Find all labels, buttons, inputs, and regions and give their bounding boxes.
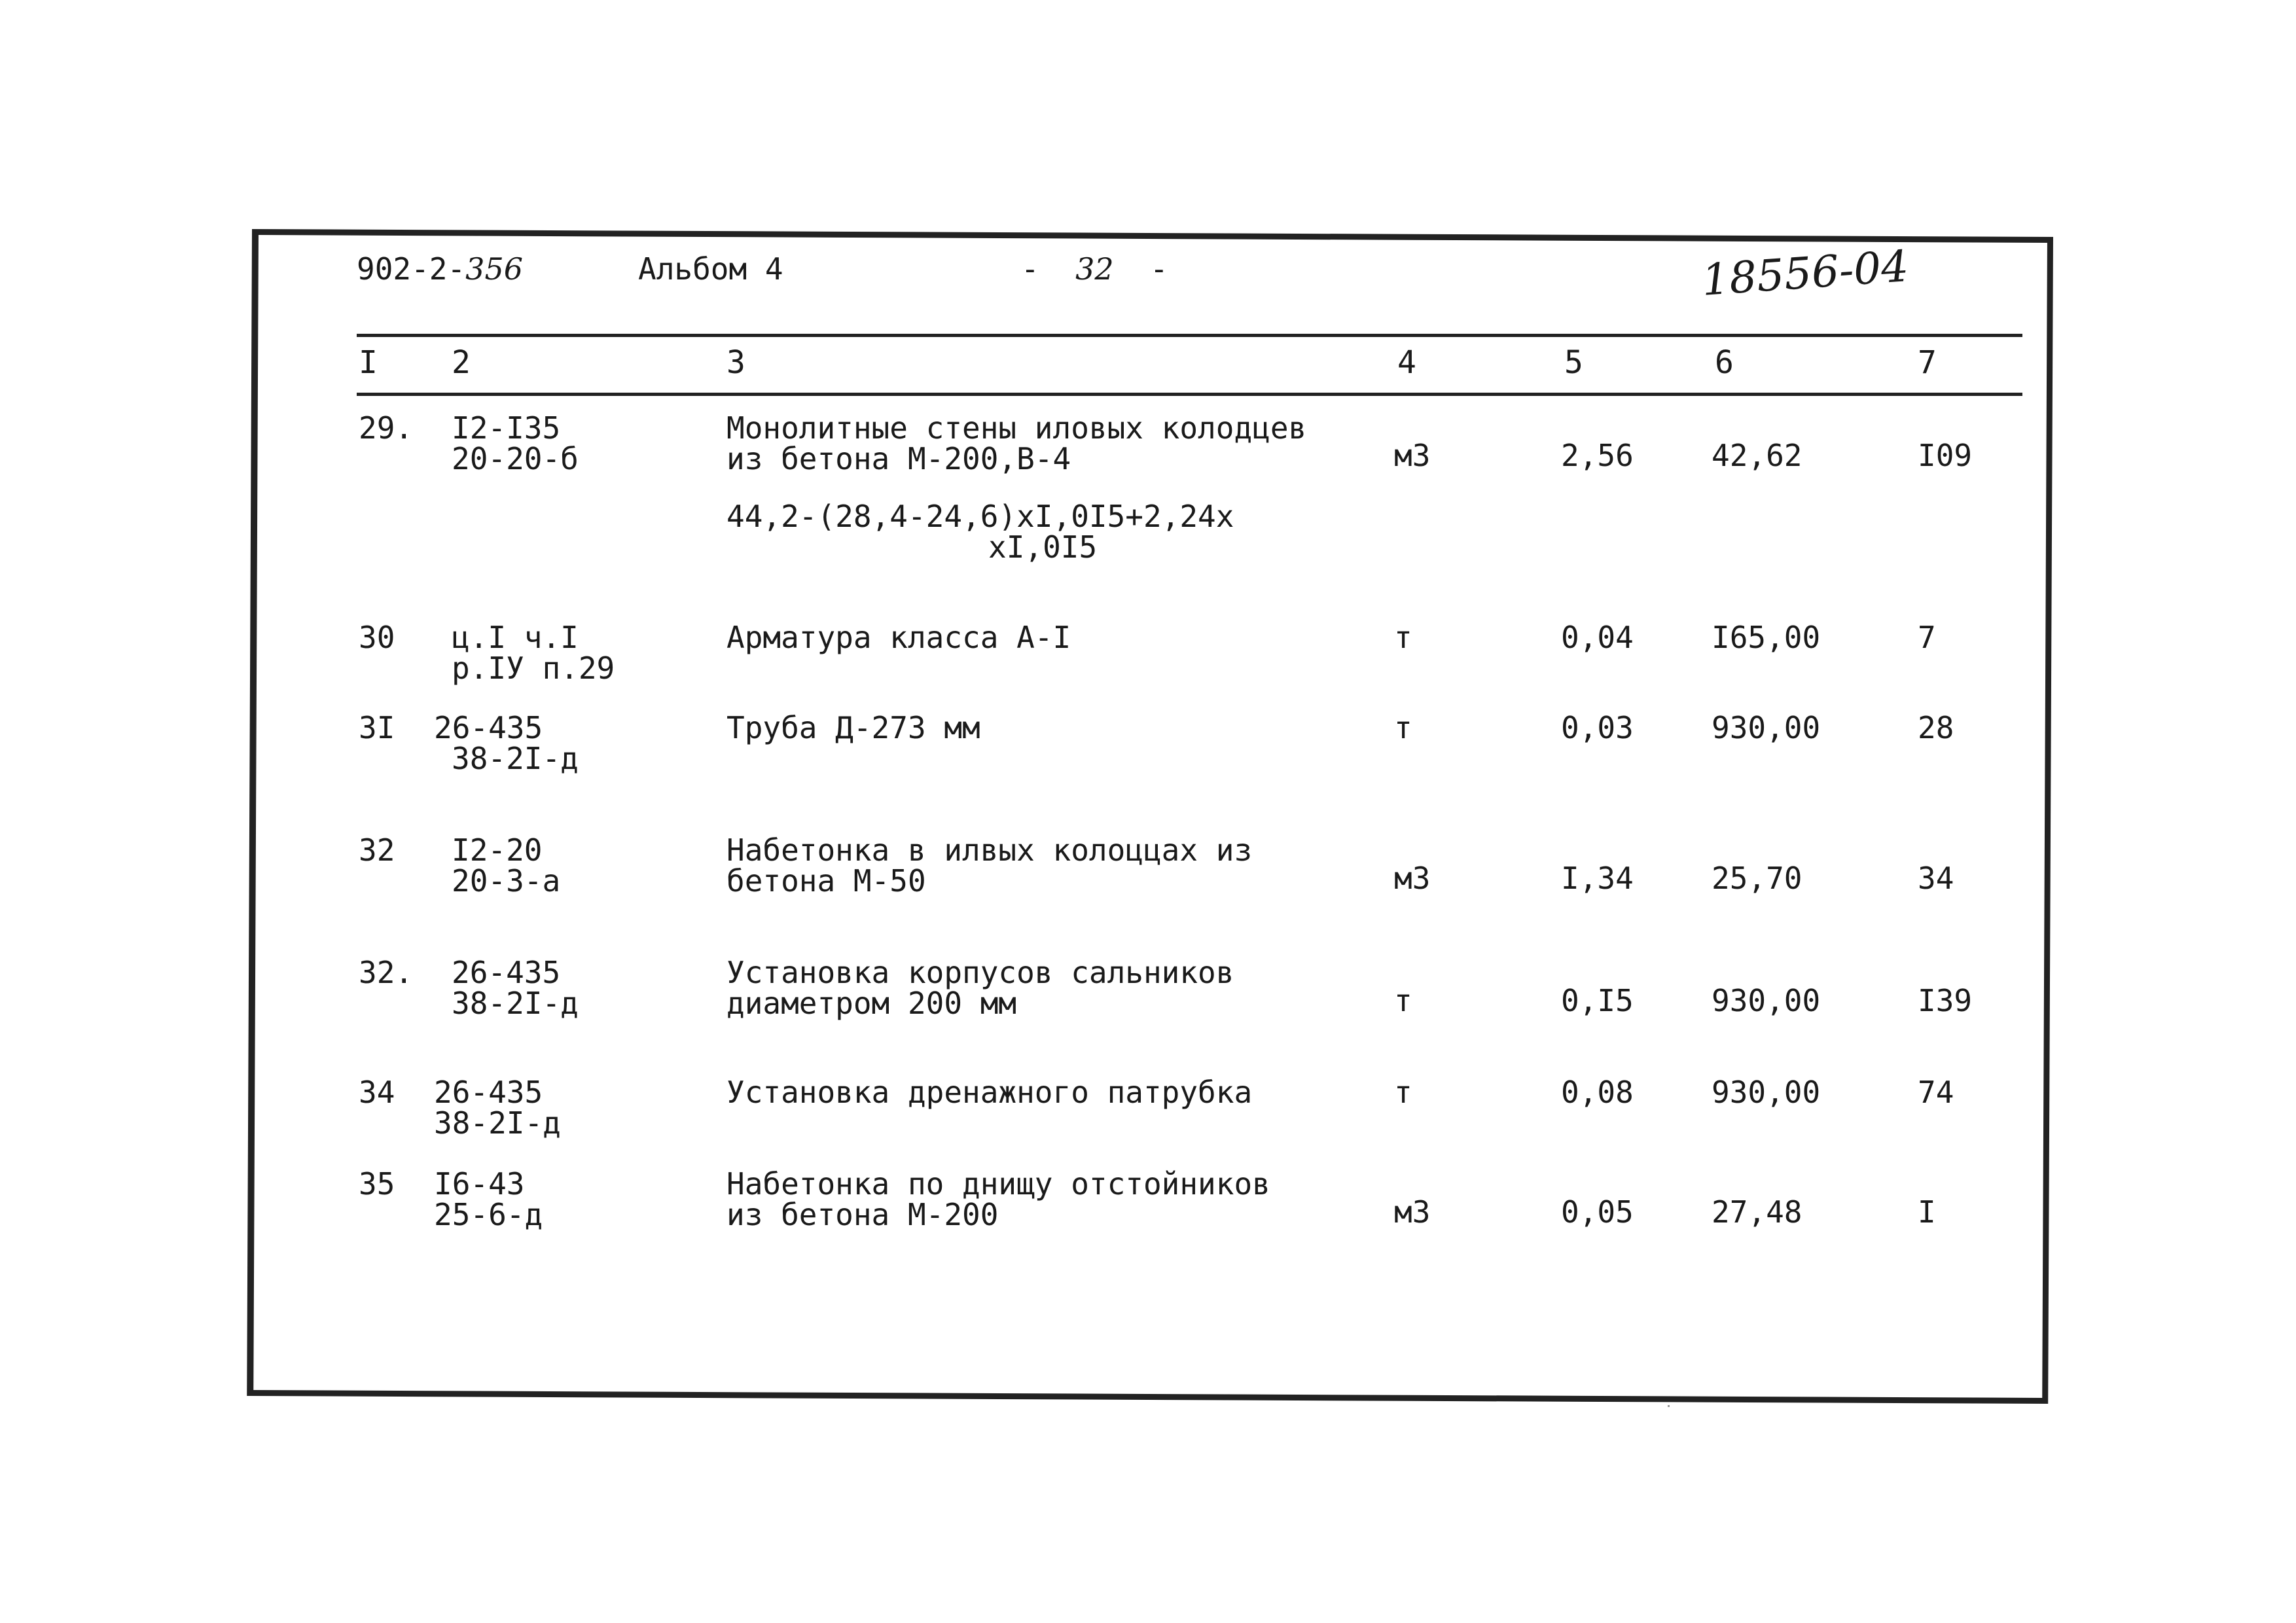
row-formula-line1: 44,2-(28,4-24,6)xI,0I5+2,24x	[726, 499, 1234, 534]
col-header-4: 4	[1397, 344, 1416, 381]
row-unit: т	[1394, 620, 1412, 655]
row-price: 25,70	[1712, 861, 1803, 896]
row-qty: 0,08	[1561, 1075, 1634, 1110]
page-number	[1021, 251, 1168, 287]
header-rule-bottom	[357, 393, 2022, 396]
row-name-line1: Набетонка по днищу отстойников	[726, 1166, 1270, 1202]
col-header-3: 3	[726, 344, 745, 381]
row-number: 34	[359, 1075, 395, 1110]
row-name-line1: Набетонка в илвых колоццах из	[726, 832, 1253, 868]
page-dash-right: -	[1150, 251, 1168, 287]
row-total: I09	[1918, 438, 1973, 473]
row-code-line2: 20-20-б	[452, 441, 579, 476]
row-code-line1: 26-435	[434, 1075, 543, 1110]
row-code-line1: 26-435	[452, 955, 561, 990]
row-name-line1: Установка дренажного патрубка	[726, 1075, 1253, 1110]
row-number: 3I	[359, 710, 395, 745]
col-header-6: 6	[1715, 344, 1734, 381]
row-code-line1: ц.I ч.I	[452, 620, 579, 655]
row-price: 27,48	[1712, 1194, 1803, 1230]
row-code-line2: 38-2I-д	[452, 986, 579, 1021]
project-code-prefix: 902-2-	[357, 251, 466, 287]
row-qty: 0,04	[1561, 620, 1634, 655]
row-number: 32.	[359, 955, 414, 990]
row-price: 930,00	[1712, 710, 1821, 745]
row-qty: 0,05	[1561, 1194, 1634, 1230]
row-unit: т	[1394, 983, 1412, 1018]
scan-speck	[1668, 1405, 1670, 1407]
row-qty: 0,03	[1561, 710, 1634, 745]
inventory-number: 18556-04	[1700, 241, 1910, 306]
row-unit: т	[1394, 710, 1412, 745]
row-qty: 2,56	[1561, 438, 1634, 473]
row-name-line2: бетона М-50	[726, 863, 926, 899]
row-total: 74	[1918, 1075, 1954, 1110]
row-total: 34	[1918, 861, 1954, 896]
row-unit: м3	[1394, 861, 1431, 896]
row-code-line1: I2-20	[452, 832, 543, 868]
page-dash-left: -	[1021, 251, 1039, 287]
project-code	[357, 251, 523, 287]
row-number: 35	[359, 1166, 395, 1202]
row-code-line2: 25-6-д	[434, 1197, 543, 1232]
col-header-5: 5	[1564, 344, 1583, 381]
row-name-line2: из бетона М-200	[726, 1197, 999, 1232]
row-total: I	[1918, 1194, 1936, 1230]
row-code-line2: 38-2I-д	[452, 741, 579, 776]
header-rule-top	[357, 334, 2022, 337]
project-code-suffix: 356	[465, 251, 523, 287]
row-code-line1: I2-I35	[452, 410, 561, 446]
row-name-line2: из бетона М-200,В-4	[726, 441, 1071, 476]
row-qty: 0,I5	[1561, 983, 1634, 1018]
row-name-line1: Монолитные стены иловых колодцев	[726, 410, 1307, 446]
album-label: Альбом 4	[638, 251, 783, 287]
col-header-1: I	[359, 344, 378, 381]
row-code-line1: 26-435	[434, 710, 543, 745]
row-code-line2: 38-2I-д	[434, 1105, 561, 1141]
row-formula-line2: xI,0I5	[988, 529, 1098, 565]
row-price: 42,62	[1712, 438, 1803, 473]
row-number: 32	[359, 832, 395, 868]
row-name-line1: Арматура класса А-I	[726, 620, 1071, 655]
row-name-line2: диаметром 200 мм	[726, 986, 1017, 1021]
row-unit: м3	[1394, 438, 1431, 473]
row-code-line2: р.IУ п.29	[452, 651, 615, 686]
row-qty: I,34	[1561, 861, 1634, 896]
row-total: I39	[1918, 983, 1973, 1018]
row-unit: м3	[1394, 1194, 1431, 1230]
row-code-line2: 20-3-а	[452, 863, 561, 899]
row-total: 7	[1918, 620, 1936, 655]
row-price: 930,00	[1712, 1075, 1821, 1110]
row-code-line1: I6-43	[434, 1166, 525, 1202]
row-number: 29.	[359, 410, 414, 446]
row-price: 930,00	[1712, 983, 1821, 1018]
col-header-7: 7	[1918, 344, 1937, 381]
row-price: I65,00	[1712, 620, 1821, 655]
row-name-line1: Установка корпусов сальников	[726, 955, 1234, 990]
col-header-2: 2	[452, 344, 471, 381]
row-number: 30	[359, 620, 395, 655]
row-unit: т	[1394, 1075, 1412, 1110]
row-name-line1: Труба Д-273 мм	[726, 710, 980, 745]
page-number-value: 32	[1075, 251, 1114, 287]
row-total: 28	[1918, 710, 1954, 745]
